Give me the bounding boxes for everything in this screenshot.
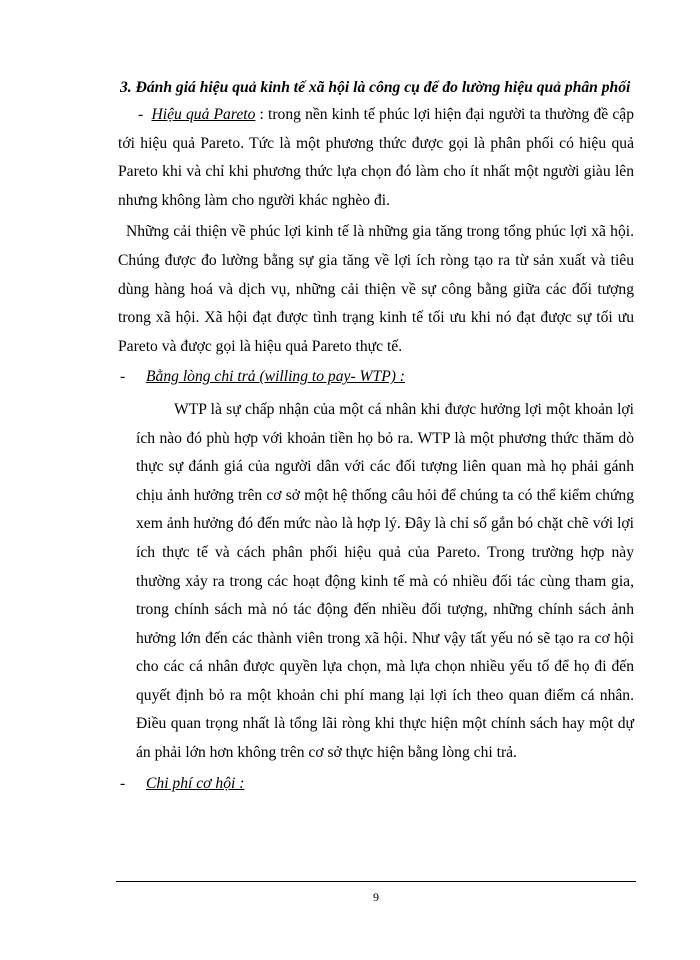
- pareto-dash: -: [138, 106, 144, 123]
- pareto-paragraph: [118, 101, 634, 215]
- section-heading: [118, 74, 634, 101]
- wtp-paragraph: WTP là sự chấp nhận của một cá nhân khi được hưởng lợi một khoản lợi ích nào đó phù hợp với khoản tiền họ bỏ ra. WTP là một phương thức thăm dò thực sự đánh giá của người dân với các đối tượng liên quan mà họ phải gánh chịu ảnh hưởng trên cơ sở một hệ thống câu hỏi để chúng ta có thể kiểm chứng xem ảnh hưởng đó đến mức nào là hợp lý. Đây là chỉ số gắn bó chặt chẽ với lợi ích thực tế và cách phân phối hiệu quả của Pareto. Trong trường hợp này thường xảy ra trong các hoạt động kinh tế mà có nhiều đối tác cùng tham gia, trong chính sách mà nó tác động đến nhiều đối tượng, những chính sách ảnh hưởng lớn đến các thành viên trong xã hội. Như vậy tất yếu nó sẽ tạo ra cơ hội cho các cá nhân được quyền lựa chọn, mà lựa chọn nhiều yếu tố để họ đi đến quyết định bỏ ra một khoản chi phí mang lại lợi ích theo quan điểm cá nhân. Điều quan trọng nhất là tổng lãi ròng khi thực hiện một chính sách hay một dự án phải lớn hơn không trên cơ sở thực hiện bằng lòng chi trả.: [136, 400, 634, 762]
- wtp-term: Bằng lòng chi trả (willing to pay- WTP) :: [146, 368, 406, 386]
- page-number: 9: [373, 890, 379, 904]
- opportunity-cost-dash: -: [120, 774, 126, 792]
- opportunity-cost-heading-line: [118, 770, 634, 799]
- wtp-heading-line: [118, 363, 634, 392]
- welfare-paragraph: Những cải thiện về phúc lợi kinh tế là những gia tăng trong tổng phúc lợi xã hội. Chúng được đo lường bằng sự gia tăng về lợi ích ròng tạo ra từ sản xuất và tiêu dùng hàng hoá và dịch vụ, những cải thiện về sự công bằng giữa các đối tượng trong xã hội. Xã hội đạt được tình trạng kinh tế tối ưu khi nó đạt được sự tối ưu Pareto và được gọi là hiệu quả Pareto thực tế.: [118, 223, 634, 355]
- section-title: Đánh giá hiệu quả kinh tế xã hội là công cụ để đo lường hiệu quả phân phối: [135, 79, 631, 96]
- section-number: 3.: [120, 79, 132, 96]
- page-content: [118, 74, 634, 802]
- pareto-term: Hiệu quả Pareto: [151, 106, 256, 123]
- pareto-body: : trong nền kinh tế phúc lợi hiện đại người ta thường đề cập tới hiệu quả Pareto. Tức là một phương thức được gọi là phân phối có hiệu quả Pareto khi và chỉ khi phương thức lựa chọn đó làm cho ít nhất một người giàu lên nhưng không làm cho người khác nghèo đi.: [118, 106, 635, 209]
- opportunity-cost-term: Chi phí cơ hội :: [146, 774, 245, 792]
- wtp-dash: -: [120, 368, 126, 386]
- footer-divider: [116, 881, 636, 882]
